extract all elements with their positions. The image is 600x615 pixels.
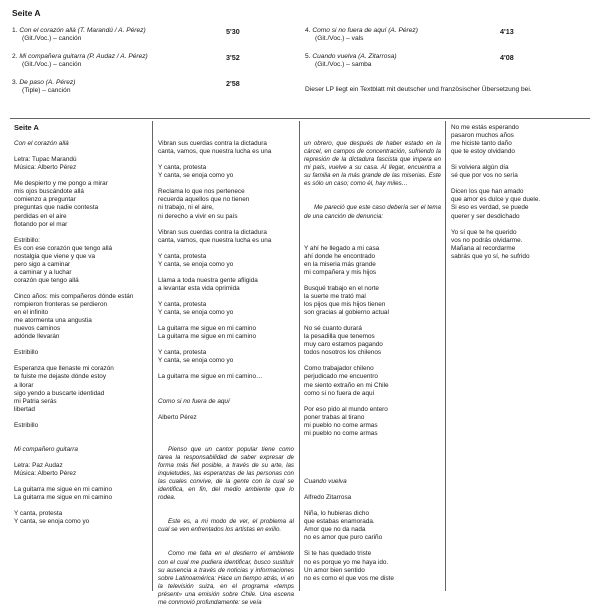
side-title: Seite A (12, 8, 41, 18)
lyric-line: perjudicado me encuentro (304, 373, 378, 381)
lyric-line: Vibran sus cuerdas contra la dictadura (158, 140, 267, 148)
track-item (12, 79, 212, 96)
lyric-line: a llorar (14, 381, 34, 389)
lyric-line: poner trabas al tirano (304, 413, 365, 421)
line-spacer (14, 132, 148, 140)
lyric-line: ni derecho a vivir en su país (158, 212, 238, 220)
track-detail: (Git./Voc.) – canción (22, 61, 82, 69)
section-divider (10, 118, 590, 119)
lyric-line: Si te has quedado triste (304, 550, 372, 558)
line-spacer (451, 156, 591, 164)
lyric-line: adónde llevarán (14, 333, 60, 341)
lyric-line: La guitarra me sigue en mi camino (14, 486, 113, 494)
lyric-line: pasaron muchos años (451, 132, 514, 140)
lyric-line: La guitarra me sigue en mi camino… (158, 373, 263, 381)
lyric-line: Dicen los que han amado (451, 188, 524, 196)
lyric-line: ni trabajo, ni el aire, (158, 204, 214, 212)
lyric-line: Esperanza que llenaste mi corazón (14, 365, 114, 373)
lyric-line: Amor que no da nada (304, 526, 366, 534)
lyric-line: Cinco años: mis compañeros dónde están (14, 292, 134, 300)
lyric-line: Alberto Pérez (158, 413, 197, 421)
lyric-line: vos no podrás olvidarme. (451, 236, 523, 244)
line-spacer (14, 341, 148, 349)
line-spacer (304, 502, 441, 510)
lyric-line: Y canta, protesta (14, 510, 63, 518)
line-spacer (14, 357, 148, 365)
lyric-line: Y canta, se enoja como yo (158, 260, 234, 268)
lyric-line: canta, vamos, que nuestra lucha es una (158, 148, 272, 156)
lyric-line: mi compañera y mis hijos (304, 268, 377, 276)
lyric-line: Estribillo: (14, 236, 40, 244)
song-heading: Mi compañero guitarra (14, 445, 78, 453)
track-number: 5. (305, 53, 311, 60)
lyric-line: Y canta, se enoja como yo (158, 309, 234, 317)
lyric-line: como si no fuera de aquí (304, 389, 375, 397)
line-spacer (304, 462, 441, 470)
track-duration: 5'30 (226, 27, 240, 36)
track-number: 3. (12, 79, 18, 86)
lyric-line: me atormenta una angustia (14, 317, 92, 325)
line-spacer (304, 317, 441, 325)
line-spacer (304, 398, 441, 406)
line-spacer (14, 502, 148, 510)
lyric-line: Reclama lo que nos pertenece (158, 188, 245, 196)
lyric-line: no es porque yo me haya ido. (304, 558, 389, 566)
lyric-line: Por eso pido al mundo entero (304, 405, 388, 413)
track-title: Mi compañera guitarra (P. Audaz / A. Pérez) (19, 53, 148, 60)
translation-note: Dieser LP liegt ein Textblatt mit deutscher und französischer Übersetzung bei. (305, 86, 532, 93)
track-number: 4. (305, 27, 311, 34)
lyric-line: Y canta, protesta (158, 252, 207, 260)
lyric-line: Música: Alberto Pérez (14, 164, 77, 172)
line-spacer (158, 422, 294, 430)
track-item (305, 27, 485, 44)
lyric-line: que estabas enamorada. (304, 518, 375, 526)
song-heading: Cuando vuelva (304, 478, 347, 486)
lyric-line: Me despierto y me pongo a mirar (14, 180, 108, 188)
lyric-line: Y canta, protesta (158, 349, 207, 357)
track-detail: (Git./Voc.) – vals (315, 35, 364, 43)
lyric-line: No sé cuanto durará (304, 325, 362, 333)
lyric-line: no es como el que vos me diste (304, 574, 394, 582)
lyric-line: Llama a toda nuestra gente afligida (158, 276, 258, 284)
lyrics-column-1 (14, 124, 148, 526)
track-number: 1. (12, 27, 18, 34)
lyric-line: Mañana al recordarme (451, 244, 516, 252)
lyric-line: en el infinito (14, 309, 49, 317)
line-spacer (304, 237, 441, 245)
line-spacer (14, 148, 148, 156)
lyric-line: Si volviera algún día (451, 164, 509, 172)
track-duration: 4'13 (500, 27, 514, 36)
line-spacer (14, 172, 148, 180)
lyric-line: Y canta, se enoja como yo (158, 172, 234, 180)
lyric-line: Niña, lo hubieras dicho (304, 510, 370, 518)
lyric-line: sé que por vos no sería (451, 172, 518, 180)
line-spacer (158, 390, 294, 398)
line-spacer (14, 229, 148, 237)
lyric-line: Busqué trabajo en el norte (304, 284, 379, 292)
lyric-line: nostalgia que viene y que va (14, 252, 96, 260)
track-number: 2. (12, 53, 18, 60)
line-spacer (14, 285, 148, 293)
lyric-line: No me estás esperando (451, 124, 519, 131)
line-spacer (14, 414, 148, 422)
lyric-line: Si eso es verdad, se puede (451, 204, 529, 212)
column-divider (445, 121, 446, 591)
column-divider (152, 121, 153, 591)
line-spacer (14, 454, 148, 462)
line-spacer (304, 438, 441, 446)
line-spacer (14, 478, 148, 486)
line-spacer (451, 180, 591, 188)
line-spacer (14, 430, 148, 438)
lyric-line: Un amor bien sentido (304, 566, 365, 574)
lyric-line: Alfredo Zitarrosa (304, 494, 352, 502)
track-title: Cuando vuelva (A. Zitarrosa) (312, 53, 397, 60)
lyric-line: nuevos caminos (14, 325, 61, 333)
prose-paragraph: Pienso que un cantor popular tiene como tarea la responsabilidad de saber expresar de forma más fiel posible, a través de su arte, las inquietudes, las esperanzas de las personas con las cuales convive, de la gente con la cual se identifica, en fin, del medio ambiente que lo rodea. (158, 445, 294, 502)
lyric-line: me siento extraño en mi Chile (304, 381, 389, 389)
lyric-line: La guitarra me sigue en mi camino (14, 494, 113, 502)
lyric-line: Estribillo (14, 421, 39, 429)
line-spacer (158, 221, 294, 229)
lyric-line: mi pueblo no come armas (304, 421, 378, 429)
lyric-line: corazón que tengo allá (14, 276, 79, 284)
line-spacer (304, 470, 441, 478)
lyric-line: que te estoy olvidando (451, 148, 515, 156)
lyric-line: que amor es dulce y que duele. (451, 196, 541, 204)
track-item (12, 27, 212, 44)
line-spacer (158, 245, 294, 253)
line-spacer (158, 269, 294, 277)
lyric-line: perdidas en el aire (14, 212, 67, 220)
track-title: Con el corazón allá (T. Marandú / A. Pérez) (19, 27, 146, 34)
track-title: Como si no fuera de aquí (A. Pérez) (312, 27, 418, 34)
track-detail: (Git./Voc.) – canción (22, 35, 82, 43)
lyric-line: Letra: Paz Audaz (14, 461, 63, 469)
lyric-line: los pijos que mis hijos tienen (304, 301, 386, 309)
line-spacer (304, 446, 441, 454)
track-item (305, 53, 485, 70)
lyric-line: Vibran sus cuerdas contra la dictadura (158, 228, 267, 236)
line-spacer (158, 406, 294, 414)
lyric-line: La guitarra me sigue en mi camino (158, 333, 257, 341)
line-spacer (158, 156, 294, 164)
track-detail: (Git./Voc.) – samba (315, 61, 372, 69)
line-spacer (158, 180, 294, 188)
lyrics-column-3 (304, 124, 441, 591)
song-heading: Como si no fuera de aquí (158, 397, 230, 405)
lyric-line: comienzo a preguntar (14, 196, 76, 204)
line-spacer (304, 486, 441, 494)
prose-paragraph: Me pareció que este caso debería ser el tema de una canción de denuncia: (304, 204, 441, 220)
prose-paragraph: Este es, a mi modo de ver, el problema al cual se ven enfrentados los artistas en exilio. (158, 518, 294, 534)
line-spacer (304, 454, 441, 462)
prose-paragraph: un obrero, que después de haber estado en la cárcel, en campos de concentración, sufriendo la represión de la dictadura fascista que impera en mi país, vuelve a su casa. Al llegar, encuentra a su familia en la más grande de las miserias. Este es sólo un caso; como él, hay miles… (304, 140, 441, 188)
line-spacer (158, 365, 294, 373)
lyric-line: en la miseria más grande (304, 260, 376, 268)
lyric-line: Y ahí he llegado a mi casa (304, 244, 380, 252)
lyric-line: a levantar esta vida oprimida (158, 284, 240, 292)
lyric-line: querer y ser desdichado (451, 212, 520, 220)
lyric-line: todos nosotros los chilenos (304, 349, 382, 357)
lyric-line: a caminar y a luchar (14, 268, 72, 276)
lyric-line: muy caro estamos pagando (304, 341, 383, 349)
lyric-line: mis ojos buscándote allá (14, 188, 84, 196)
lyric-line: son gracias al gobierno actual (304, 309, 389, 317)
prose-paragraph: Como me falta en el destierro el ambiente con el cual me pudiera identificar, busco sustituir su ausencia a través de noticias y informaciones sobre Latinoamérica: Hace un tiempo atrás, vi en la televisión suiza, en el programa «temps présent» una emisión sobre Chile. Una escena me conmovió profundamente: se veía (158, 550, 294, 606)
track-item (12, 53, 212, 70)
lyric-line: recuerda aquellos que no tienen (158, 196, 250, 204)
track-title: De paso (A. Pérez) (19, 79, 76, 86)
lyric-line: mi pueblo no come armas (304, 429, 378, 437)
line-spacer (14, 438, 148, 446)
lyric-line: te fuiste me dejaste dónde estoy (14, 373, 107, 381)
lyric-line: Y canta, se enoja como yo (158, 357, 234, 365)
lyric-line: sigo yendo a buscarte identidad (14, 389, 105, 397)
lyric-line: me hiciste tanto daño (451, 140, 512, 148)
line-spacer (158, 341, 294, 349)
lyric-line: pero sigo a caminar (14, 260, 71, 268)
lyric-line: no es amor que puro cariño (304, 534, 383, 542)
lyric-line: Y canta, protesta (158, 164, 207, 172)
lyric-line: sabrás que yo sí, he sufrido (451, 252, 530, 260)
line-spacer (158, 293, 294, 301)
track-duration: 2'58 (226, 79, 240, 88)
lyric-line: Como trabajador chileno (304, 365, 374, 373)
lyric-line: la suerte me trató mal (304, 292, 366, 300)
lyric-line: La guitarra me sigue en mi camino (158, 325, 257, 333)
lyric-line: ahí donde he encontrado (304, 252, 376, 260)
track-detail: (Tiple) – canción (22, 87, 71, 95)
lyric-line: Música: Alberto Pérez (14, 470, 77, 478)
song-heading: Con el corazón allá (14, 140, 69, 148)
line-spacer (451, 221, 591, 229)
line-spacer (158, 382, 294, 390)
lyric-line: canta, vamos, que nuestra lucha es una (158, 236, 272, 244)
lyric-line: libertad (14, 405, 35, 413)
lyrics-column-2 (158, 124, 294, 615)
lyric-line: Estribillo (14, 349, 39, 357)
line-spacer (304, 277, 441, 285)
line-spacer (304, 542, 441, 550)
lyric-line: flotando por el mar (14, 220, 68, 228)
lyric-line: preguntas que nadie contesta (14, 204, 99, 212)
track-duration: 3'52 (226, 53, 240, 62)
line-spacer (158, 317, 294, 325)
lyric-line: Yo sí que te he querido (451, 228, 517, 236)
lyric-line: Es con ese corazón que tengo allá (14, 244, 113, 252)
line-spacer (304, 357, 441, 365)
lyric-line: Y canta, protesta (158, 301, 207, 309)
track-duration: 4'08 (500, 53, 514, 62)
lyric-line: mi Patria serás (14, 397, 57, 405)
lyrics-column-4 (451, 124, 591, 261)
lyric-line: la pesadilla que tenemos (304, 333, 375, 341)
lyric-line: Y canta, se enoja como yo (14, 518, 90, 526)
lyric-line: Letra: Tupac Marandú (14, 156, 77, 164)
song-heading: Seite A (14, 123, 39, 132)
column-divider (299, 121, 300, 591)
lyric-line: rompieron fronteras se perdieron (14, 301, 108, 309)
